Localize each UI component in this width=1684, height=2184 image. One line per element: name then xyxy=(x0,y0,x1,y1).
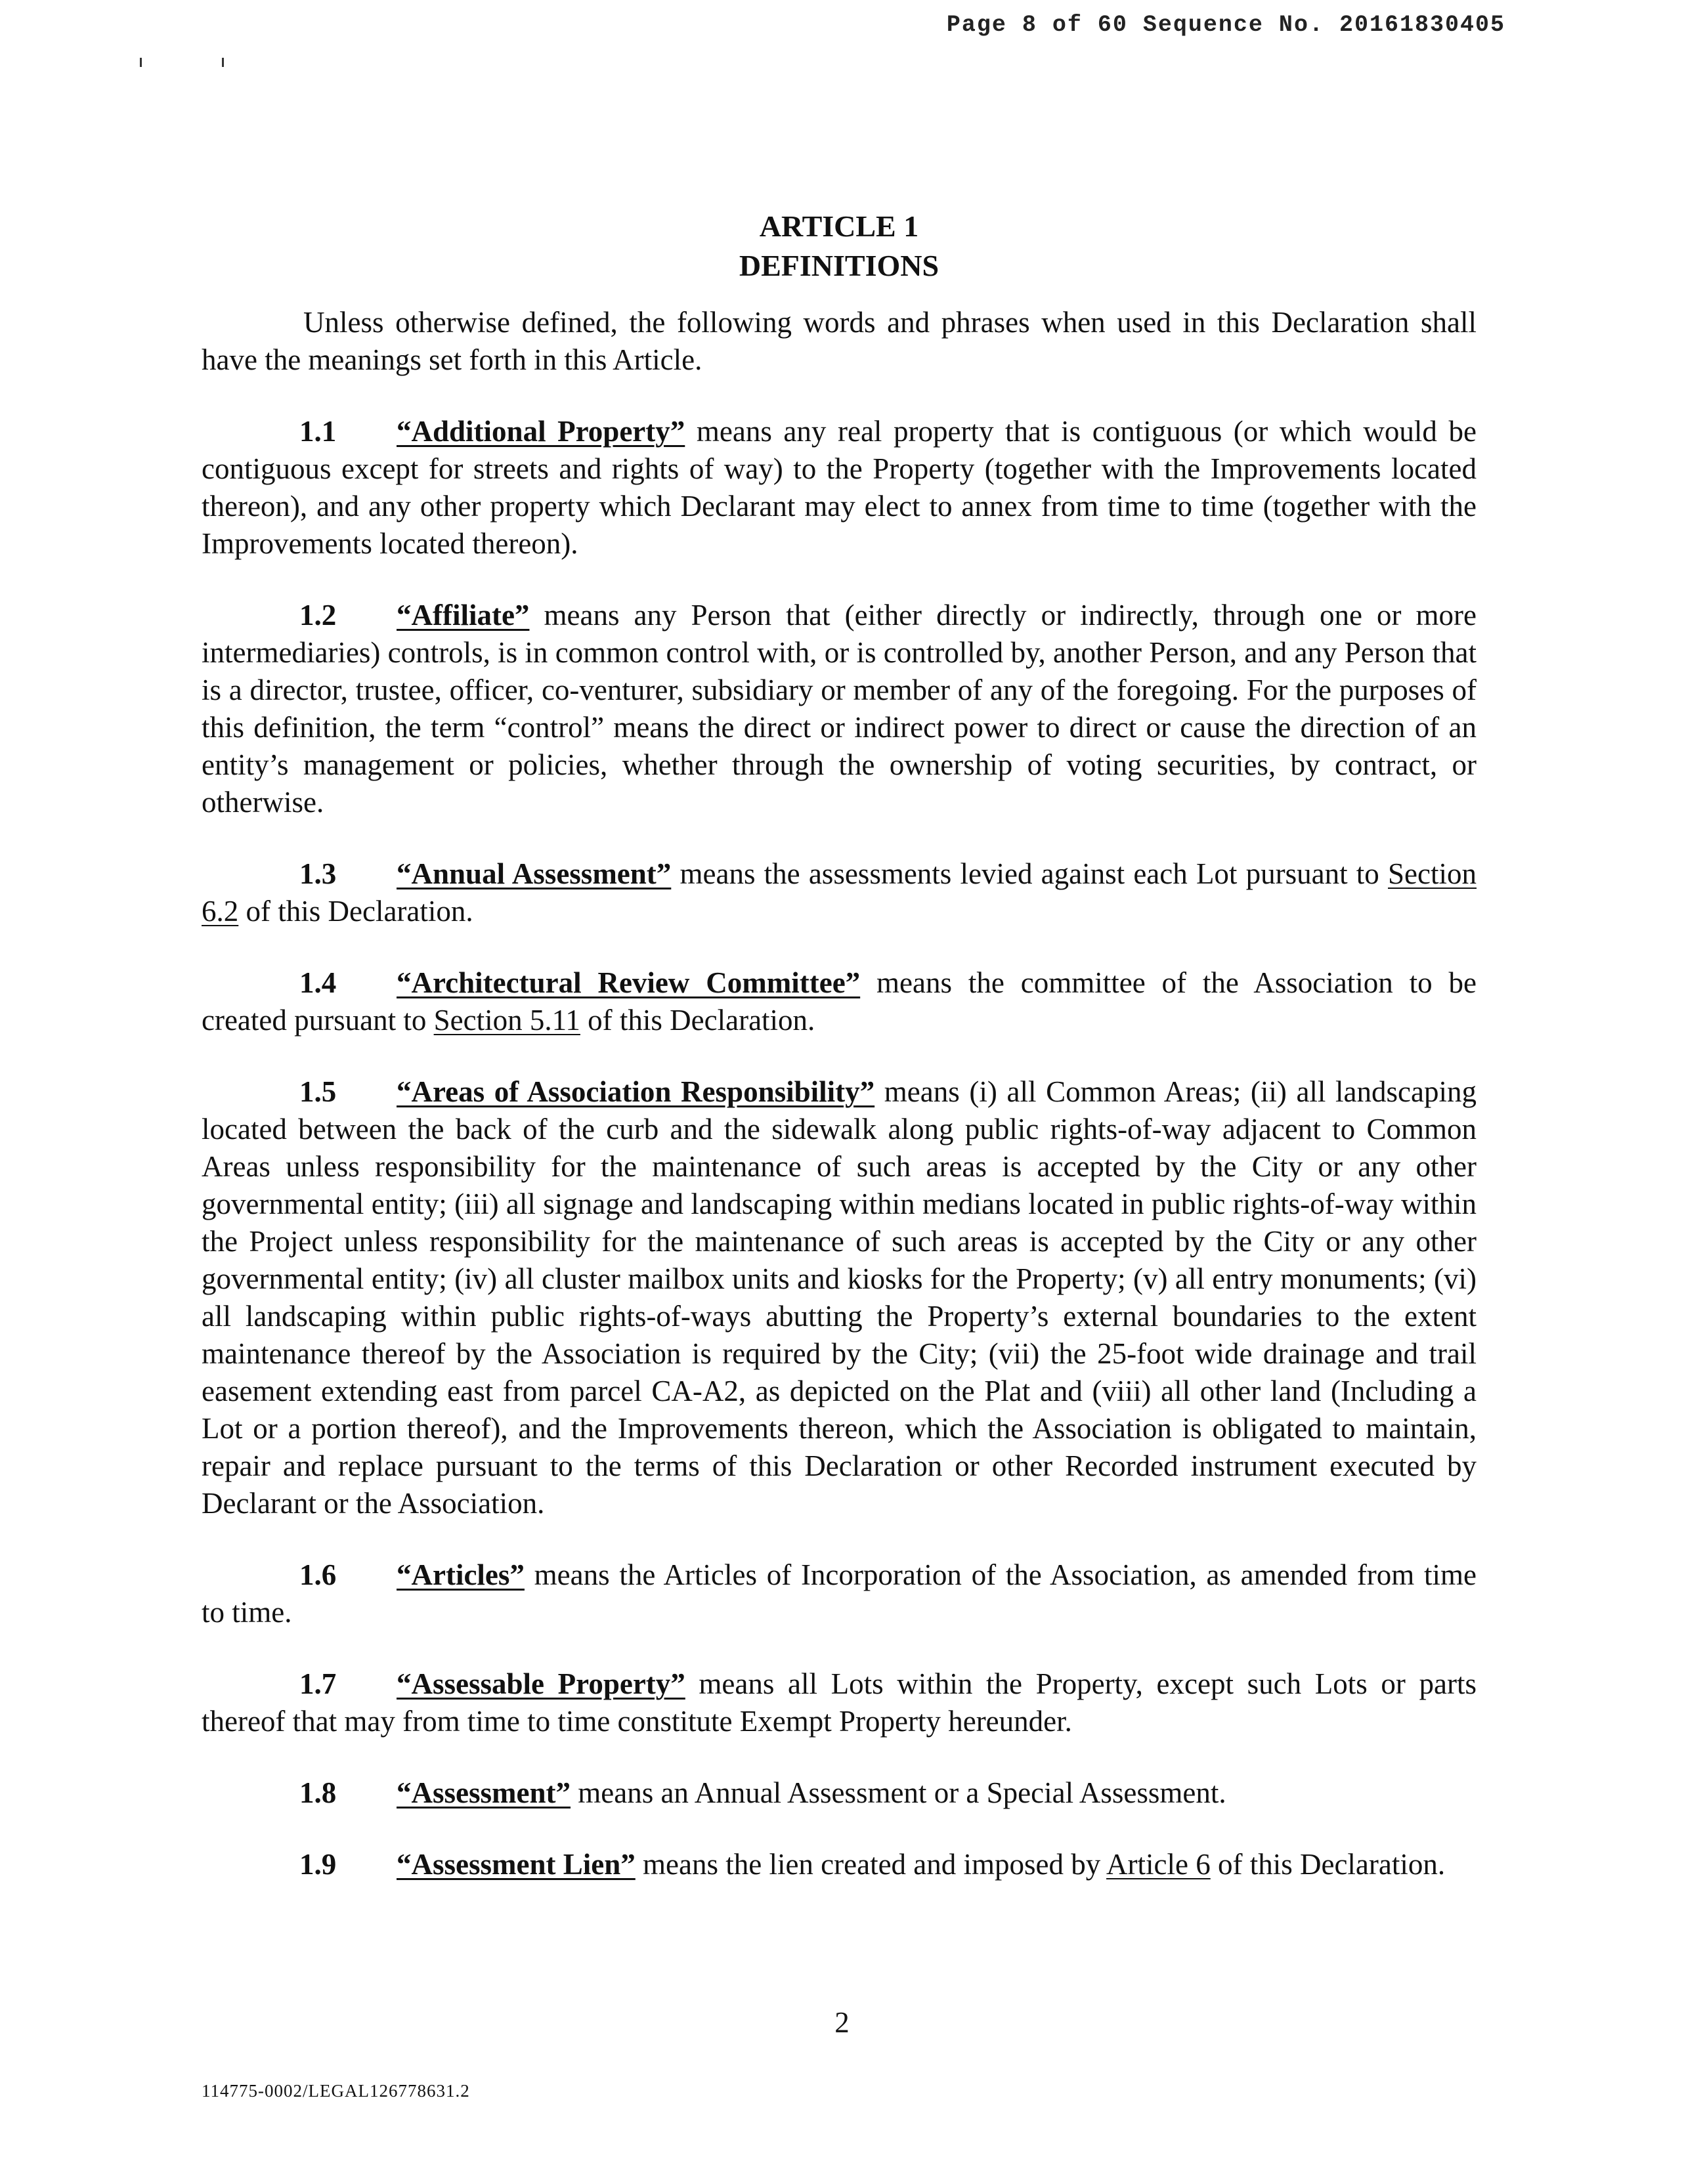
scan-mark xyxy=(140,58,142,67)
definition-item xyxy=(202,1665,1477,1740)
cross-reference: Section 5.11 xyxy=(433,1004,580,1037)
definition-item xyxy=(202,413,1477,563)
article-heading xyxy=(202,207,1477,286)
definition-text-end: of this Declaration. xyxy=(238,895,473,928)
definition-text: means the assessments levied against each Lot pursuant to xyxy=(671,857,1389,890)
definition-text: means (i) all Common Areas; (ii) all landscaping located between the back of the curb and the sidewalk along public rights-of-way adjacent to Common Areas unless responsibility for the maintenance of such areas is accepted by the City or any other governmental entity; (iii) all signage and landscaping within medians located in public rights-of-way within the Project unless responsibility for the maintenance of such areas is accepted by the City or any other governmental entity; (iv) all cluster mailbox units and kiosks for the Property; (v) all entry monuments; (vi) all landscaping within public rights-of-ways abutting the Property’s external boundaries to the extent maintenance thereof by the Association is required by the City; (vii) the 25-foot wide drainage and trail easement extending east from parcel CA-A2, as depicted on the Plat and (viii) all other land (Including a Lot or a portion thereof), and the Improvements thereon, which the Association is obligated to maintain, repair and replace pursuant to the terms of this Declaration or other Recorded instrument executed by Declarant or the Association. xyxy=(202,1075,1477,1520)
definition-item xyxy=(202,1774,1477,1812)
definition-term: “Areas of Association Responsibility” xyxy=(397,1075,875,1108)
definition-term: “Articles” xyxy=(397,1558,525,1591)
intro-paragraph: Unless otherwise defined, the following words and phrases when used in this Declaration shall have the meanings set forth in this Article. xyxy=(202,306,1477,376)
definition-number: 1.4 xyxy=(299,966,337,999)
definition-text: means all Lots within the Property, except such Lots or parts thereof that may from time to time constitute Exempt Property hereunder. xyxy=(202,1667,1477,1738)
definition-text: means an Annual Assessment or a Special Assessment. xyxy=(571,1776,1226,1809)
definition-item xyxy=(202,1073,1477,1522)
definition-term: “Additional Property” xyxy=(397,415,685,448)
page-number: 2 xyxy=(834,2006,850,2039)
definition-number: 1.5 xyxy=(299,1075,337,1108)
definition-item xyxy=(202,597,1477,821)
definition-term: “Assessment Lien” xyxy=(397,1848,636,1881)
definition-term: “Assessable Property” xyxy=(397,1667,685,1700)
definition-text-end: of this Declaration. xyxy=(580,1004,815,1037)
cross-reference: Article 6 xyxy=(1106,1848,1211,1881)
definition-item xyxy=(202,964,1477,1039)
definition-number: 1.8 xyxy=(299,1776,337,1809)
definition-term: “Assessment” xyxy=(397,1776,571,1809)
definition-number: 1.7 xyxy=(299,1667,337,1700)
definition-item xyxy=(202,1846,1477,1883)
definition-text: means the Articles of Incorporation of the Association, as amended from time to time. xyxy=(202,1558,1477,1629)
definition-item xyxy=(202,855,1477,930)
definition-number: 1.9 xyxy=(299,1848,337,1881)
definition-term: “Annual Assessment” xyxy=(397,857,672,890)
definition-text: means any real property that is contiguous (or which would be contiguous except for streets and rights of way) to the Property (together with the Improvements located thereon), and any other property which Declarant may elect to annex from time to time (together with the Improvements located thereon). xyxy=(202,415,1477,560)
definition-number: 1.6 xyxy=(299,1558,337,1591)
definition-item xyxy=(202,1556,1477,1631)
definitions-list xyxy=(202,413,1477,1883)
definition-text: means the lien created and imposed by xyxy=(635,1848,1107,1881)
page-sequence-header: Page 8 of 60 Sequence No. 20161830405 xyxy=(946,12,1505,38)
document-id-footer: 114775-0002/LEGAL126778631.2 xyxy=(202,2081,470,2101)
cross-reference: Section 6.2 xyxy=(202,857,1477,928)
definition-number: 1.1 xyxy=(299,415,337,448)
definition-text: means any Person that (either directly or indirectly, through one or more intermediaries) controls, is in common control with, or is controlled by, another Person, and any Person that is a director, trustee, officer, co-venturer, subsidiary or member of any of the foregoing. For the purposes of this definition, the term “control” means the direct or indirect power to direct or cause the direction of an entity’s management or policies, whether through the ownership of voting securities, by contract, or otherwise. xyxy=(202,599,1477,819)
definition-term: “Affiliate” xyxy=(397,599,530,632)
document-body xyxy=(202,207,1477,1917)
scan-mark xyxy=(222,58,224,67)
article-title: DEFINITIONS xyxy=(739,249,939,282)
definition-text: means the committee of the Association to be created pursuant to xyxy=(202,966,1477,1037)
definition-term: “Architectural Review Committee” xyxy=(397,966,861,999)
article-number: ARTICLE 1 xyxy=(759,209,919,243)
definition-text-end: of this Declaration. xyxy=(1210,1848,1446,1881)
definition-number: 1.3 xyxy=(299,857,337,890)
definition-number: 1.2 xyxy=(299,599,337,632)
